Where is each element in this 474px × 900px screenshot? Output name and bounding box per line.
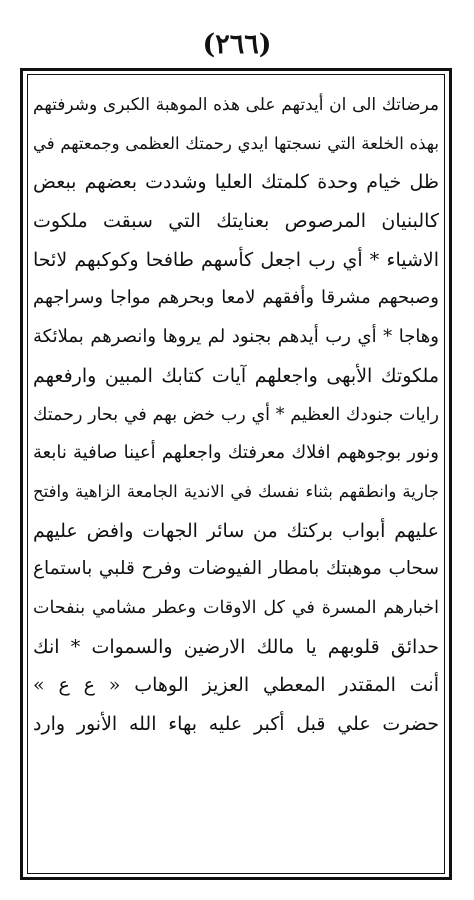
page-text-body [33,86,439,866]
page-number: (٢٦٦) [202,29,272,60]
text-line: حضرت علي قبل أكبر عليه بهاء الله الأنور وارد [33,713,439,735]
text-line: بهذه الخلعة التي نسجتها ايدي رحمتك العظمى وجمعتهم في [33,133,439,153]
text-line: ملكوتك الأبهى واجعلهم آيات كتابك المبين وارفعهم [33,364,439,387]
text-line: كالبنيان المرصوص بعنايتك التي سبقت ملكوت [33,210,439,233]
text-line: وصبحهم مشرقا وأفقهم لامعا وبحرهم مواجا وسراجهم [33,287,439,309]
text-line: الاشياء * أي رب اجعل كأسهم طافحا وكوكبهم لائحا [33,248,439,271]
text-line: وهاجا * أي رب أيدهم بجنود لم يروها وانصرهم بملائكة [33,326,439,348]
text-line: ظل خيام وحدة كلمتك العليا وشددت بعضهم ببعض [33,171,439,194]
text-line: رايات جنودك العظيم * أي رب خض بهم في بحار رحمتك [33,404,439,425]
text-line: عليهم أبواب بركتك من سائر الجهات وافض عليهم [33,519,439,542]
text-line: سحاب موهبتك بامطار الفيوضات وفرح قلبي باستماع [33,558,439,580]
text-line: ونور بوجوههم افلاك معرفتك واجعلهم أعينا صافية نابعة [33,442,439,464]
text-line: حدائق قلوبهم يا مالك الارضين والسموات * انك [33,635,439,658]
text-line: أنت المقتدر المعطي العزيز الوهاب « ع ع » [33,674,439,697]
text-line: مرضاتك الى ان أيدتهم على هذه الموهبة الكبرى وشرفتهم [33,95,439,115]
text-line: اخبارهم المسرة في كل الاوقات وعطر مشامي بنفحات [33,597,439,618]
text-line: جارية وانطقهم بثناء نفسك في الاندية الجامعة الزاهية وافتح [33,481,439,501]
